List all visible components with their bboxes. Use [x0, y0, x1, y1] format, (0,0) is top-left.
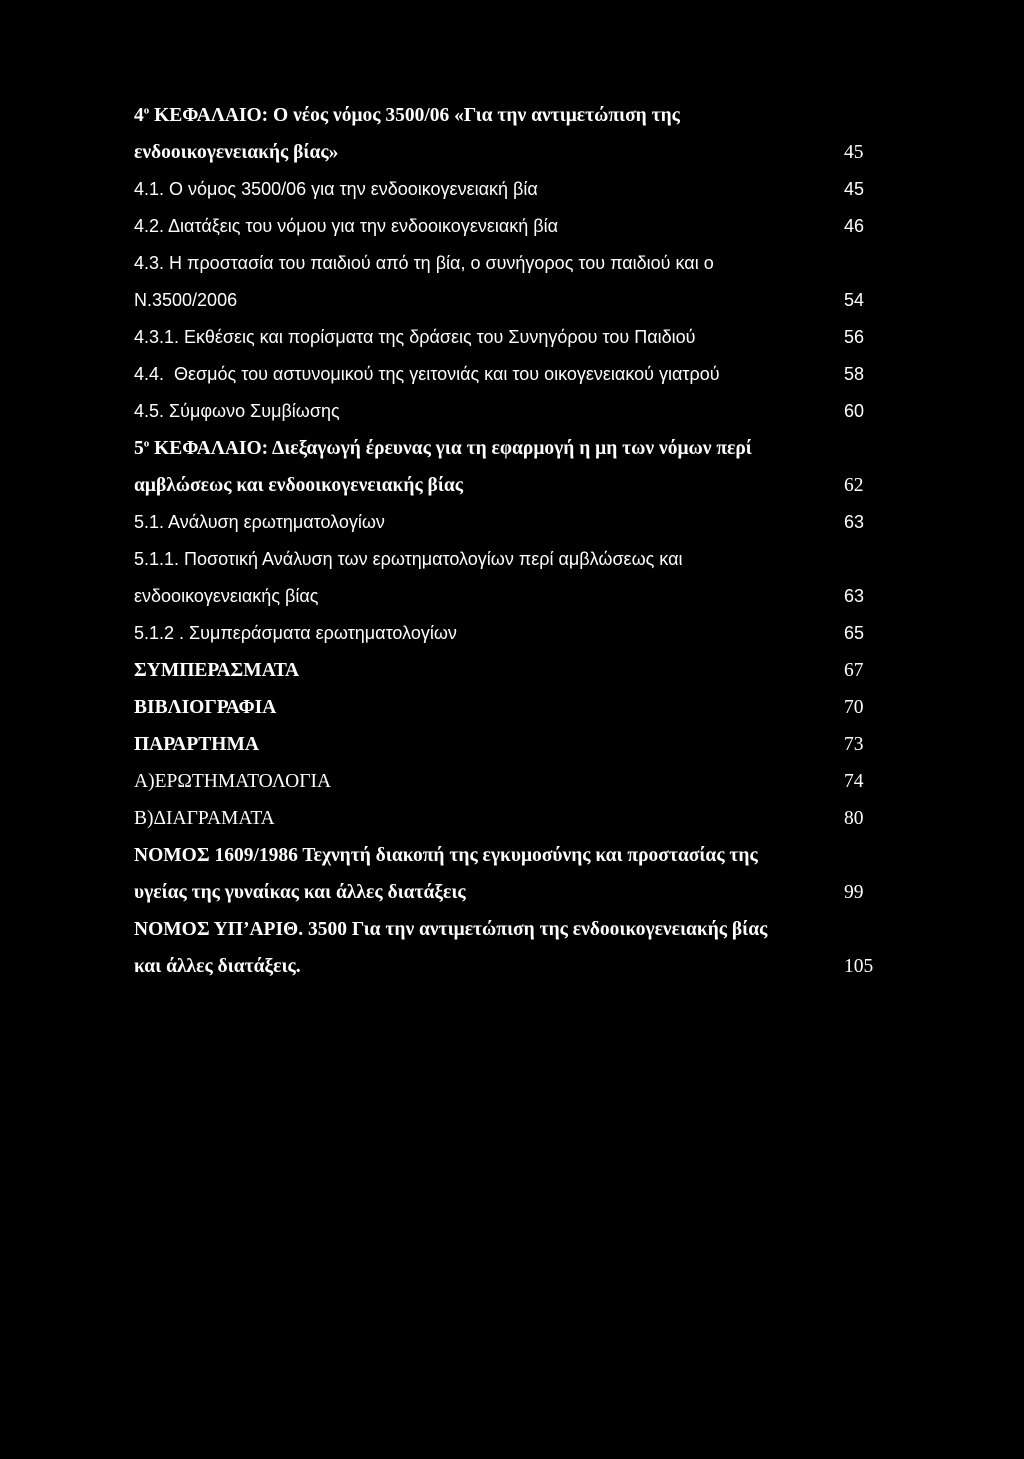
toc-title: ΝΟΜΟΣ 1609/1986 Τεχνητή διακοπή της εγκυμοσύνης και προστασίας της — [134, 845, 758, 866]
toc-title: 4.4. Θεσμός του αστυνομικού της γειτονιάς και του οικογενειακού γιατρού — [134, 364, 720, 384]
toc-line — [134, 134, 870, 171]
toc-page-number: 46 — [844, 216, 865, 236]
toc-title: 5.1.1. Ποσοτική Ανάλυση των ερωτηματολογίων περί αμβλώσεως και — [134, 549, 683, 569]
toc-line — [134, 578, 870, 615]
toc-line — [134, 726, 870, 763]
toc-title: 4.3.1. Εκθέσεις και πορίσματα της δράσεις του Συνηγόρου του Παιδιού — [134, 327, 696, 347]
toc-line-text — [134, 541, 683, 578]
toc-entry-law-3500 — [134, 911, 874, 985]
toc-line — [134, 430, 870, 467]
toc-entry-s4-2 — [134, 208, 870, 245]
toc-page-number: 74 — [844, 771, 864, 792]
toc-title: Α)ΕΡΩΤΗΜΑΤΟΛΟΓΙΑ — [134, 771, 332, 792]
toc-line-text — [134, 726, 259, 763]
toc-title: Ν.3500/2006 — [134, 290, 238, 310]
toc-entry-s5-1-1 — [134, 541, 870, 615]
toc-line-text — [134, 208, 558, 245]
toc-line — [134, 467, 870, 504]
toc-line-text — [134, 689, 276, 726]
toc-line-text — [134, 97, 680, 134]
table-of-contents — [134, 97, 874, 985]
toc-title: αμβλώσεως και ενδοοικογενειακής βίας — [134, 475, 463, 496]
toc-title: ενδοοικογενειακής βίας — [134, 586, 319, 606]
toc-line — [134, 837, 870, 874]
toc-page-number: 62 — [844, 475, 864, 496]
toc-line-text — [134, 356, 720, 393]
toc-line-text — [134, 504, 385, 541]
toc-line — [134, 948, 874, 985]
toc-title: ΚΕΦΑΛΑΙΟ: Ο νέος νόμος 3500/06 «Για την αντιμετώπιση της — [149, 105, 680, 126]
toc-entry-appendix — [134, 726, 870, 763]
toc-title: ΚΕΦΑΛΑΙΟ: Διεξαγωγή έρευνας για τη εφαρμογή η μη των νόμων περί — [149, 438, 752, 459]
toc-title: 4.2. Διατάξεις του νόμου για την ενδοοικογενειακή βία — [134, 216, 559, 236]
chapter-ordinal-superscript: ο — [143, 104, 150, 117]
toc-entry-bibliography — [134, 689, 870, 726]
toc-line-text — [134, 948, 301, 985]
toc-title: ΣΥΜΠΕΡΑΣΜΑΤΑ — [134, 660, 300, 681]
toc-title: Β)ΔΙΑΓΡΑΜΑΤΑ — [134, 808, 275, 829]
toc-title: και άλλες διατάξεις. — [134, 956, 301, 977]
toc-page-number: 73 — [844, 734, 864, 755]
toc-page-number: 67 — [844, 660, 864, 681]
toc-line-text — [134, 652, 299, 689]
toc-line-text — [134, 615, 457, 652]
toc-line-text — [134, 874, 466, 911]
toc-line-text — [134, 245, 714, 282]
toc-page-number: 60 — [844, 401, 865, 421]
toc-page-number: 70 — [844, 697, 864, 718]
chapter-number: 5 — [134, 438, 144, 459]
toc-entry-ch4 — [134, 97, 870, 171]
toc-line — [134, 504, 870, 541]
toc-entry-s4-5 — [134, 393, 870, 430]
toc-page-number: 54 — [844, 290, 865, 310]
toc-line — [134, 356, 870, 393]
toc-entry-law-1609 — [134, 837, 870, 911]
toc-title: 4.3. Η προστασία του παιδιού από τη βία, ο συνήγορος του παιδιού και ο — [134, 253, 714, 273]
toc-entry-diagrams — [134, 800, 870, 837]
toc-line — [134, 171, 870, 208]
toc-title: ΠΑΡΑΡΤΗΜΑ — [134, 734, 259, 755]
toc-line-text — [134, 763, 331, 800]
toc-title: ΝΟΜΟΣ ΥΠ’ΑΡΙΘ. 3500 Για την αντιμετώπιση της ενδοοικογενειακής βίας — [134, 919, 768, 940]
toc-page-number: 45 — [844, 179, 865, 199]
toc-line-text — [134, 837, 758, 874]
toc-line — [134, 393, 870, 430]
toc-title: υγείας της γυναίκας και άλλες διατάξεις — [134, 882, 466, 903]
toc-line-text — [134, 800, 275, 837]
toc-line-text — [134, 430, 752, 467]
toc-line-text — [134, 911, 767, 948]
toc-line — [134, 689, 870, 726]
toc-line-text — [134, 134, 338, 171]
toc-line-text — [134, 319, 695, 356]
toc-page-number: 56 — [844, 327, 865, 347]
toc-entry-s5-1-2 — [134, 615, 870, 652]
toc-entry-conclusions — [134, 652, 870, 689]
toc-page-number: 80 — [844, 808, 864, 829]
toc-entry-s4-3-1 — [134, 319, 870, 356]
toc-page-number: 99 — [844, 882, 864, 903]
toc-line — [134, 282, 870, 319]
chapter-ordinal-superscript: ο — [143, 437, 150, 450]
toc-title: ΒΙΒΛΙΟΓΡΑΦΙΑ — [134, 697, 277, 718]
toc-entry-ch5 — [134, 430, 870, 504]
toc-line — [134, 652, 870, 689]
toc-title: 5.1. Ανάλυση ερωτηματολογίων — [134, 512, 385, 532]
toc-line — [134, 97, 870, 134]
toc-line-text — [134, 393, 340, 430]
chapter-number: 4 — [134, 105, 144, 126]
toc-title: 4.5. Σύμφωνο Συμβίωσης — [134, 401, 340, 421]
toc-title: 4.1. Ο νόμος 3500/06 για την ενδοοικογενειακή βία — [134, 179, 538, 199]
toc-line — [134, 800, 870, 837]
toc-line — [134, 208, 870, 245]
toc-line-text — [134, 467, 463, 504]
toc-title: 5.1.2 . Συμπεράσματα ερωτηματολογίων — [134, 623, 457, 643]
toc-line — [134, 763, 870, 800]
toc-line-text — [134, 282, 237, 319]
toc-line — [134, 541, 870, 578]
toc-line — [134, 911, 870, 948]
toc-entry-s4-1 — [134, 171, 870, 208]
toc-page-number: 65 — [844, 623, 865, 643]
toc-page-number: 63 — [844, 512, 865, 532]
toc-line — [134, 319, 870, 356]
toc-page-number: 63 — [844, 586, 865, 606]
toc-entry-questionnaire — [134, 763, 870, 800]
toc-title: ενδοοικογενειακής βίας» — [134, 142, 339, 163]
toc-line — [134, 245, 870, 282]
toc-entry-s4-3 — [134, 245, 870, 319]
toc-page-number: 45 — [844, 142, 864, 163]
toc-line-text — [134, 578, 318, 615]
toc-page-number: 58 — [844, 364, 865, 384]
toc-page-number: 105 — [844, 956, 874, 977]
toc-entry-s4-4 — [134, 356, 870, 393]
toc-line-text — [134, 171, 538, 208]
toc-line — [134, 615, 870, 652]
toc-entry-s5-1 — [134, 504, 870, 541]
toc-line — [134, 874, 870, 911]
